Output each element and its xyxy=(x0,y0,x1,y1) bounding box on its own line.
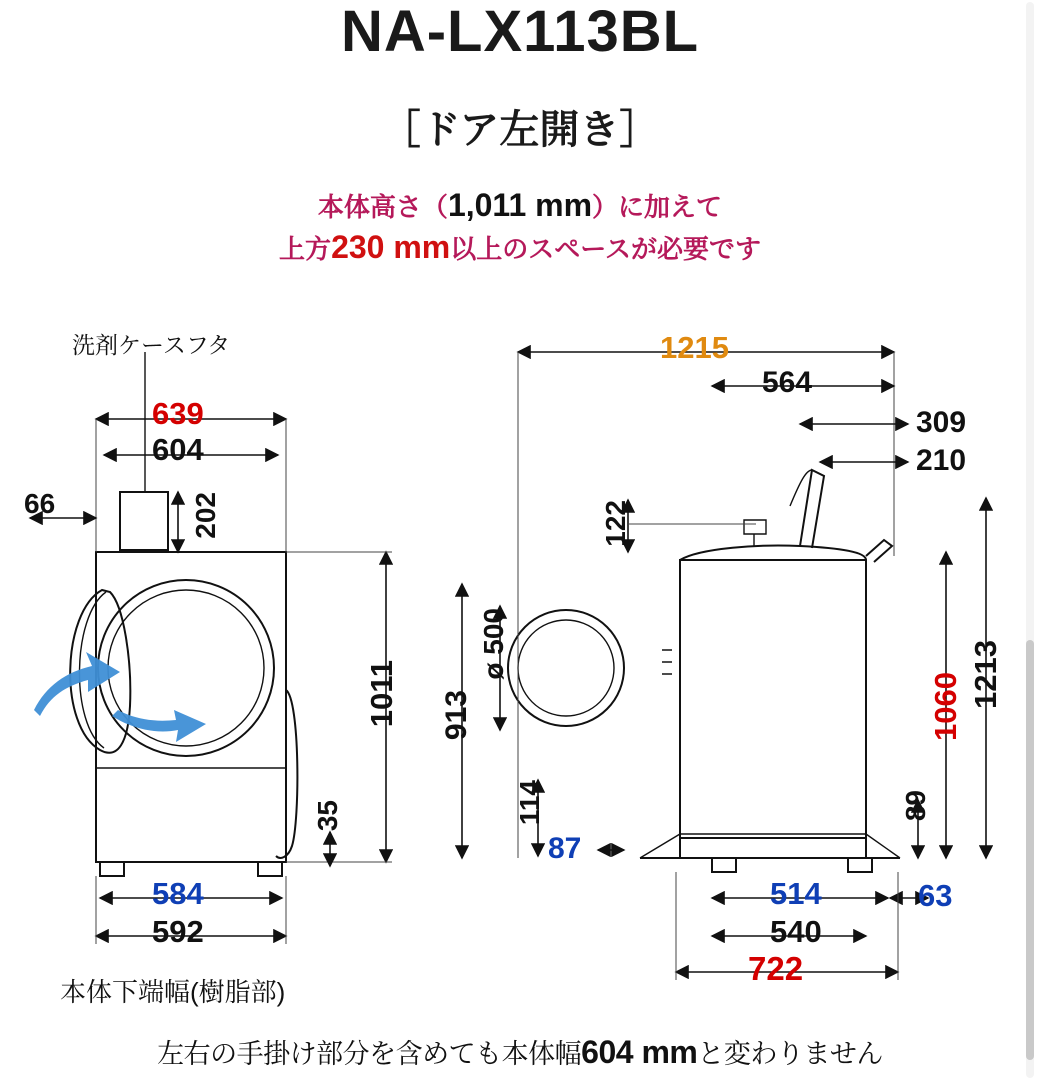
clearance-note-pre: 本体高さ（ xyxy=(317,192,448,222)
dimension-913: 913 xyxy=(440,690,473,741)
dimension-639: 639 xyxy=(152,396,204,431)
dimension-63: 63 xyxy=(918,878,953,913)
dimension-1213: 1213 xyxy=(968,640,1003,709)
dimension-89: 89 xyxy=(900,790,931,822)
clearance-note-post: ）に加えて xyxy=(592,192,723,222)
dimension-722: 722 xyxy=(748,950,804,987)
side-view-dimension-lines xyxy=(462,352,986,980)
dimension-1011: 1011 xyxy=(364,660,399,728)
dimension-diameter-500: ø 500 xyxy=(478,608,509,680)
scrollbar-thumb[interactable] xyxy=(1026,640,1034,1060)
dimension-210: 210 xyxy=(916,444,967,477)
body-bottom-width-label: 本体下端幅(樹脂部) xyxy=(60,977,286,1007)
dimension-202: 202 xyxy=(190,492,221,539)
footer-note-post: と変わりません xyxy=(697,1039,883,1069)
page-title: NA-LX113BL xyxy=(340,0,700,64)
dimension-1060: 1060 xyxy=(928,672,963,741)
dimension-122: 122 xyxy=(600,500,631,547)
dimension-564: 564 xyxy=(762,366,813,399)
clearance-height-value: 1,011 mm xyxy=(447,187,593,223)
dimension-592: 592 xyxy=(152,914,204,949)
dimension-1215: 1215 xyxy=(660,330,729,365)
footer-note-value: 604 mm xyxy=(581,1034,698,1070)
dimension-66: 66 xyxy=(24,488,56,519)
side-view-outline xyxy=(508,470,900,872)
dimension-584: 584 xyxy=(152,876,204,911)
footer-note-pre: 左右の手掛け部分を含めても本体幅 xyxy=(157,1039,582,1069)
detergent-case-lid-label: 洗剤ケースフタ xyxy=(72,332,231,358)
dimension-514: 514 xyxy=(770,876,822,911)
clearance-top-pre: 上方 xyxy=(279,234,332,264)
dimension-309: 309 xyxy=(916,406,967,439)
dimension-114: 114 xyxy=(514,780,545,826)
dimension-35: 35 xyxy=(312,800,343,832)
dimension-540: 540 xyxy=(770,914,822,949)
dimension-604: 604 xyxy=(152,432,204,467)
clearance-top-value: 230 mm xyxy=(331,229,451,265)
dimension-87: 87 xyxy=(548,832,582,865)
door-type-label: ［ドア左開き］ xyxy=(380,108,660,152)
clearance-top-post: 以上のスペースが必要です xyxy=(450,234,761,264)
